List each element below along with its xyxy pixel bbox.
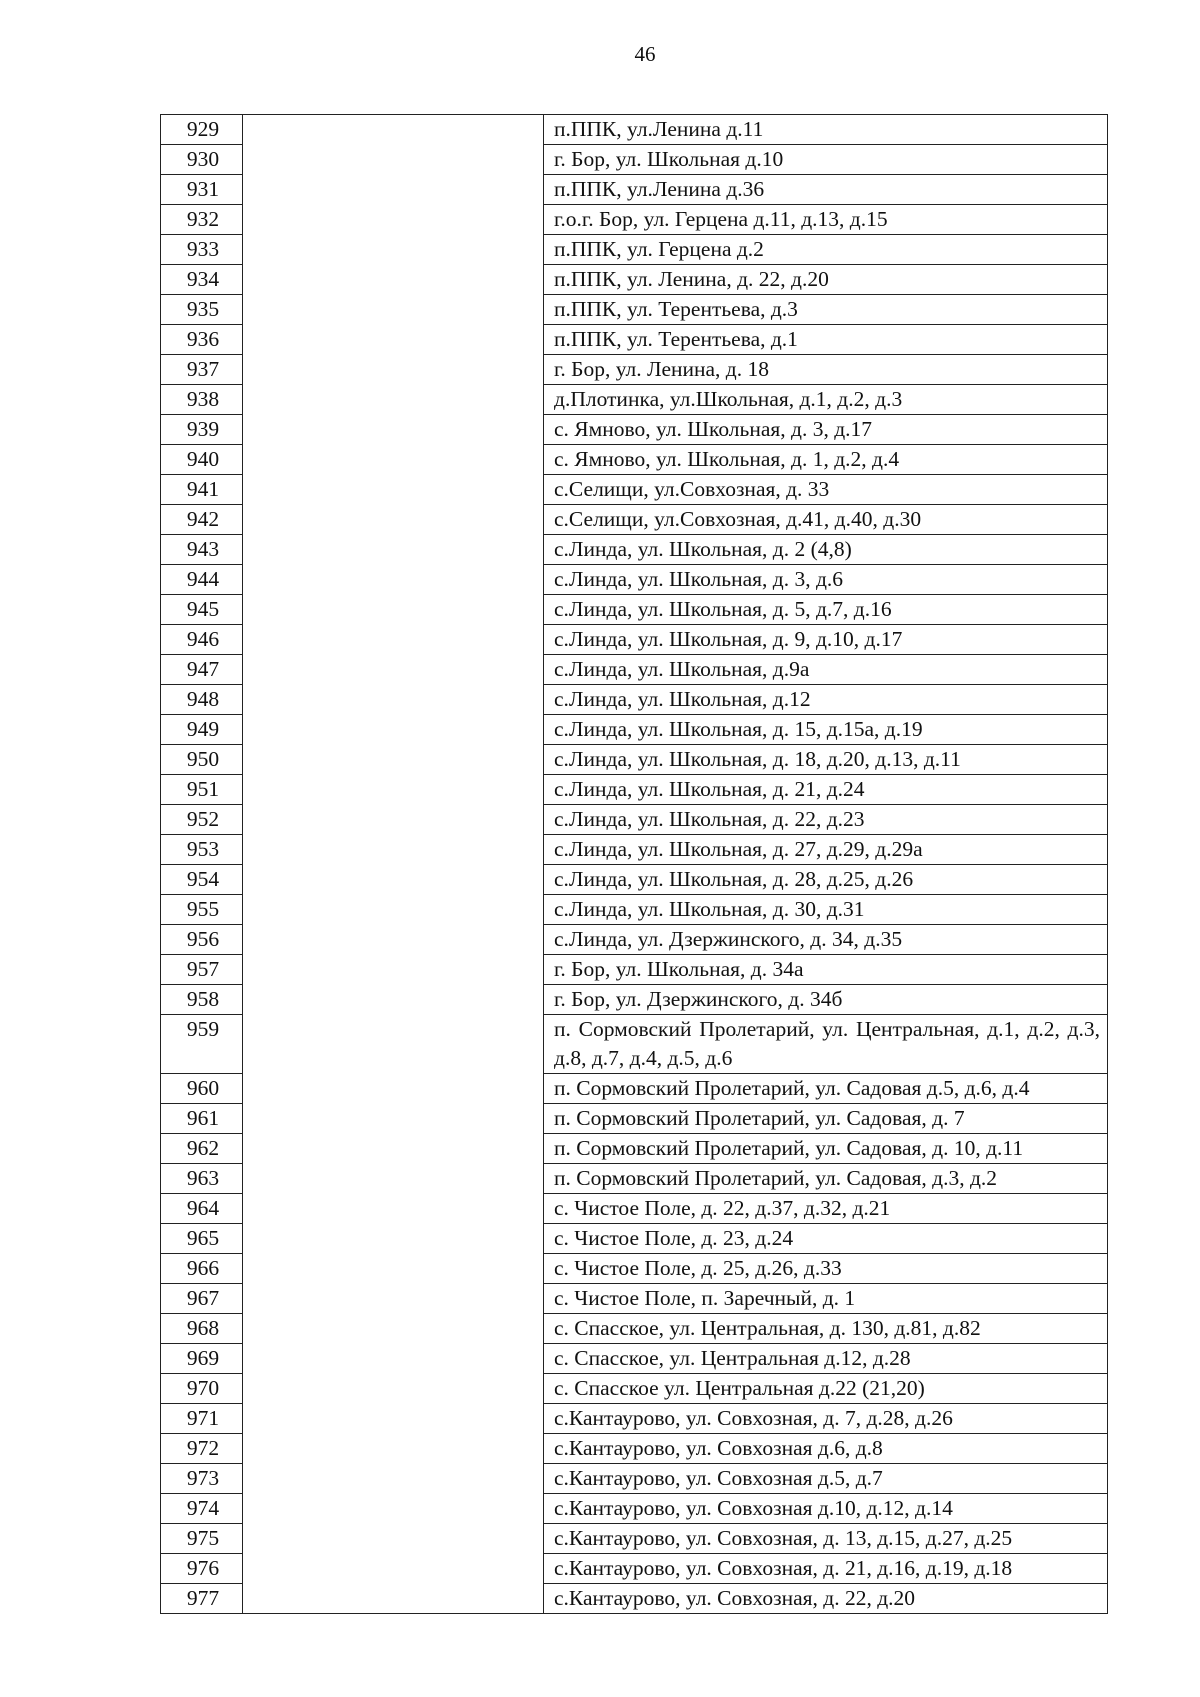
row-number-cell: 941 bbox=[161, 475, 243, 505]
row-number-cell: 950 bbox=[161, 745, 243, 775]
row-number-cell: 958 bbox=[161, 985, 243, 1015]
page-number: 46 bbox=[634, 42, 656, 66]
address-cell: с.Линда, ул. Школьная, д. 9, д.10, д.17 bbox=[544, 625, 1108, 655]
table-row bbox=[161, 115, 1108, 145]
address-cell: п.ППК, ул. Терентьева, д.3 bbox=[544, 295, 1108, 325]
row-number-cell: 960 bbox=[161, 1074, 243, 1104]
address-cell: с.Кантаурово, ул. Совхозная д.6, д.8 bbox=[544, 1434, 1108, 1464]
row-number-cell: 975 bbox=[161, 1524, 243, 1554]
row-number-cell: 934 bbox=[161, 265, 243, 295]
row-number-cell: 947 bbox=[161, 655, 243, 685]
row-number-cell: 938 bbox=[161, 385, 243, 415]
row-number-cell: 966 bbox=[161, 1254, 243, 1284]
row-number-cell: 930 bbox=[161, 145, 243, 175]
address-cell: г.о.г. Бор, ул. Герцена д.11, д.13, д.15 bbox=[544, 205, 1108, 235]
address-cell: п. Сормовский Пролетарий, ул. Садовая д.5, д.6, д.4 bbox=[544, 1074, 1108, 1104]
address-cell: г. Бор, ул. Дзержинского, д. 34б bbox=[544, 985, 1108, 1015]
address-cell: с.Кантаурово, ул. Совхозная, д. 21, д.16, д.19, д.18 bbox=[544, 1554, 1108, 1584]
address-cell: п.ППК, ул. Терентьева, д.1 bbox=[544, 325, 1108, 355]
row-number-cell: 967 bbox=[161, 1284, 243, 1314]
row-number-cell: 961 bbox=[161, 1104, 243, 1134]
row-number-cell: 957 bbox=[161, 955, 243, 985]
row-number-cell: 942 bbox=[161, 505, 243, 535]
row-number-cell: 956 bbox=[161, 925, 243, 955]
address-cell: г. Бор, ул. Школьная, д. 34а bbox=[544, 955, 1108, 985]
row-number-cell: 965 bbox=[161, 1224, 243, 1254]
row-number-cell: 962 bbox=[161, 1134, 243, 1164]
row-number-cell: 945 bbox=[161, 595, 243, 625]
row-number-cell: 972 bbox=[161, 1434, 243, 1464]
address-cell: г. Бор, ул. Школьная д.10 bbox=[544, 145, 1108, 175]
address-cell: с. Ямново, ул. Школьная, д. 1, д.2, д.4 bbox=[544, 445, 1108, 475]
row-number-cell: 940 bbox=[161, 445, 243, 475]
row-number-cell: 969 bbox=[161, 1344, 243, 1374]
address-cell: п. Сормовский Пролетарий, ул. Центральная, д.1, д.2, д.3, д.8, д.7, д.4, д.5, д.6 bbox=[544, 1015, 1108, 1074]
address-cell: п. Сормовский Пролетарий, ул. Садовая, д. 7 bbox=[544, 1104, 1108, 1134]
row-number-cell: 971 bbox=[161, 1404, 243, 1434]
address-cell: с. Чистое Поле, д. 22, д.37, д.32, д.21 bbox=[544, 1194, 1108, 1224]
row-number-cell: 955 bbox=[161, 895, 243, 925]
row-number-cell: 954 bbox=[161, 865, 243, 895]
row-number-cell: 976 bbox=[161, 1554, 243, 1584]
row-number-cell: 964 bbox=[161, 1194, 243, 1224]
address-cell: с.Кантаурово, ул. Совхозная, д. 22, д.20 bbox=[544, 1584, 1108, 1614]
address-cell: с. Спасское, ул. Центральная, д. 130, д.81, д.82 bbox=[544, 1314, 1108, 1344]
address-cell: с.Линда, ул. Школьная, д. 28, д.25, д.26 bbox=[544, 865, 1108, 895]
address-cell: с.Линда, ул. Школьная, д. 2 (4,8) bbox=[544, 535, 1108, 565]
row-number-cell: 939 bbox=[161, 415, 243, 445]
address-cell: с.Линда, ул. Школьная, д. 21, д.24 bbox=[544, 775, 1108, 805]
address-cell: с. Ямново, ул. Школьная, д. 3, д.17 bbox=[544, 415, 1108, 445]
address-cell: с. Чистое Поле, п. Заречный, д. 1 bbox=[544, 1284, 1108, 1314]
address-cell: с.Линда, ул. Дзержинского, д. 34, д.35 bbox=[544, 925, 1108, 955]
row-number-cell: 951 bbox=[161, 775, 243, 805]
address-cell: с.Линда, ул. Школьная, д. 18, д.20, д.13, д.11 bbox=[544, 745, 1108, 775]
address-cell: п.ППК, ул. Герцена д.2 bbox=[544, 235, 1108, 265]
row-number-cell: 932 bbox=[161, 205, 243, 235]
address-cell: с.Селищи, ул.Совхозная, д.41, д.40, д.30 bbox=[544, 505, 1108, 535]
address-cell: с. Спасское, ул. Центральная д.12, д.28 bbox=[544, 1344, 1108, 1374]
row-number-cell: 949 bbox=[161, 715, 243, 745]
row-number-cell: 959 bbox=[161, 1015, 243, 1074]
row-number-cell: 948 bbox=[161, 685, 243, 715]
row-number-cell: 952 bbox=[161, 805, 243, 835]
address-cell: с.Кантаурово, ул. Совхозная д.5, д.7 bbox=[544, 1464, 1108, 1494]
row-number-cell: 943 bbox=[161, 535, 243, 565]
row-number-cell: 931 bbox=[161, 175, 243, 205]
row-number-cell: 933 bbox=[161, 235, 243, 265]
address-cell: с.Кантаурово, ул. Совхозная, д. 13, д.15, д.27, д.25 bbox=[544, 1524, 1108, 1554]
address-cell: с.Линда, ул. Школьная, д.9а bbox=[544, 655, 1108, 685]
address-cell: п.ППК, ул.Ленина д.11 bbox=[544, 115, 1108, 145]
row-number-cell: 968 bbox=[161, 1314, 243, 1344]
row-number-cell: 944 bbox=[161, 565, 243, 595]
address-cell: с.Линда, ул. Школьная, д. 27, д.29, д.29а bbox=[544, 835, 1108, 865]
address-cell: с.Линда, ул. Школьная, д. 5, д.7, д.16 bbox=[544, 595, 1108, 625]
address-cell: г. Бор, ул. Ленина, д. 18 bbox=[544, 355, 1108, 385]
row-number-cell: 977 bbox=[161, 1584, 243, 1614]
address-cell: п.ППК, ул. Ленина, д. 22, д.20 bbox=[544, 265, 1108, 295]
empty-cell bbox=[243, 115, 544, 1614]
row-number-cell: 946 bbox=[161, 625, 243, 655]
address-cell: с. Спасское ул. Центральная д.22 (21,20) bbox=[544, 1374, 1108, 1404]
address-cell: с.Селищи, ул.Совхозная, д. 33 bbox=[544, 475, 1108, 505]
address-cell: с.Кантаурово, ул. Совхозная, д. 7, д.28, д.26 bbox=[544, 1404, 1108, 1434]
address-table bbox=[160, 114, 1108, 1614]
address-cell: с.Линда, ул. Школьная, д. 22, д.23 bbox=[544, 805, 1108, 835]
address-cell: п.ППК, ул.Ленина д.36 bbox=[544, 175, 1108, 205]
address-cell: п. Сормовский Пролетарий, ул. Садовая, д.3, д.2 bbox=[544, 1164, 1108, 1194]
address-cell: с. Чистое Поле, д. 25, д.26, д.33 bbox=[544, 1254, 1108, 1284]
row-number-cell: 963 bbox=[161, 1164, 243, 1194]
row-number-cell: 974 bbox=[161, 1494, 243, 1524]
row-number-cell: 937 bbox=[161, 355, 243, 385]
row-number-cell: 936 bbox=[161, 325, 243, 355]
row-number-cell: 953 bbox=[161, 835, 243, 865]
address-cell: с.Кантаурово, ул. Совхозная д.10, д.12, д.14 bbox=[544, 1494, 1108, 1524]
address-cell: с.Линда, ул. Школьная, д. 3, д.6 bbox=[544, 565, 1108, 595]
row-number-cell: 970 bbox=[161, 1374, 243, 1404]
row-number-cell: 973 bbox=[161, 1464, 243, 1494]
address-cell: п. Сормовский Пролетарий, ул. Садовая, д. 10, д.11 bbox=[544, 1134, 1108, 1164]
row-number-cell: 929 bbox=[161, 115, 243, 145]
address-cell: с. Чистое Поле, д. 23, д.24 bbox=[544, 1224, 1108, 1254]
address-cell: д.Плотинка, ул.Школьная, д.1, д.2, д.3 bbox=[544, 385, 1108, 415]
address-cell: с.Линда, ул. Школьная, д. 30, д.31 bbox=[544, 895, 1108, 925]
row-number-cell: 935 bbox=[161, 295, 243, 325]
address-table-body bbox=[161, 115, 1108, 1614]
address-cell: с.Линда, ул. Школьная, д. 15, д.15а, д.19 bbox=[544, 715, 1108, 745]
address-cell: с.Линда, ул. Школьная, д.12 bbox=[544, 685, 1108, 715]
